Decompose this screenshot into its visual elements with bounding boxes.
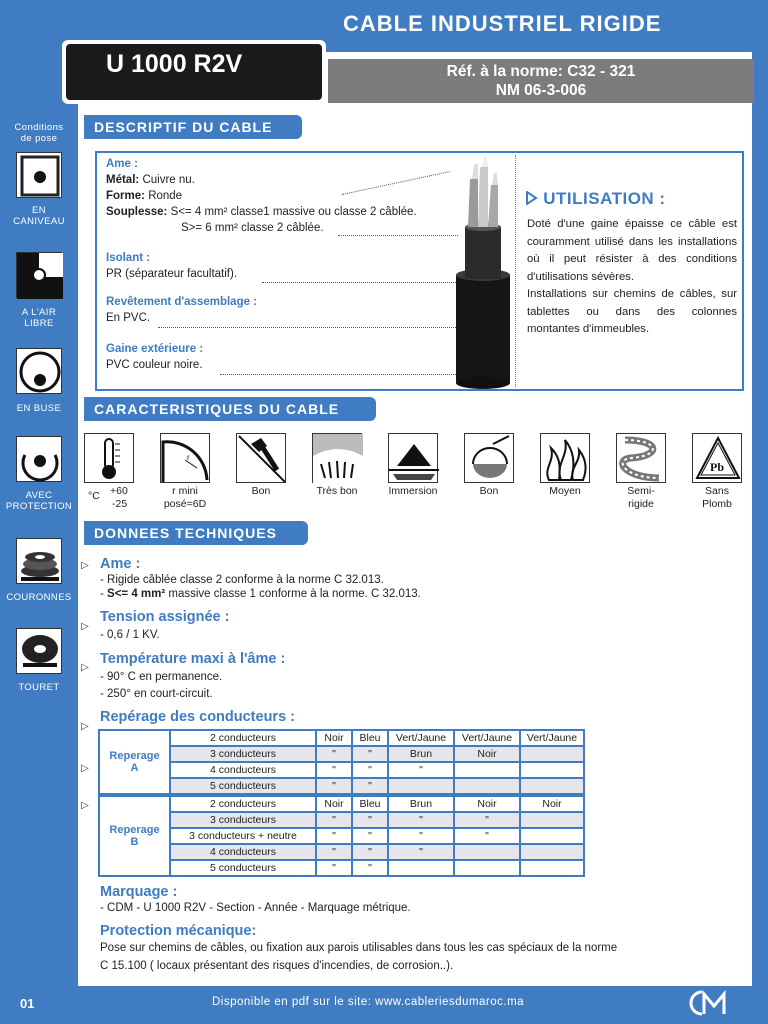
water-spray-icon: [312, 433, 362, 483]
dt-temperature-title: Température maxi à l'âme :: [100, 651, 286, 667]
table-cell: ": [388, 828, 454, 844]
table-cell: 3 conducteurs: [170, 812, 316, 828]
table-cell: [388, 778, 454, 794]
dt-marquage-title: Marquage :: [100, 884, 178, 900]
table-cell: [454, 860, 520, 876]
cdm-logo: [684, 988, 734, 1018]
table-cell: Brun: [388, 746, 454, 762]
char-caption-flame: Moyen: [549, 485, 581, 497]
dt-ame-line1: - Rigide câblée classe 2 conforme à la norme C 32.013.: [100, 574, 384, 586]
isolant-block: Isolant : PR (séparateur facultatif).: [106, 252, 238, 280]
table-cell: Vert/Jaune: [520, 730, 584, 746]
dt-ame-line2: - S<= 4 mm² massive classe 1 conforme à la norme. C 32.013.: [100, 588, 421, 600]
sidebar-heading: Conditions de pose: [14, 122, 64, 144]
table-cell: ": [316, 762, 352, 778]
air-libre-icon: [16, 252, 62, 298]
table-cell: ": [352, 828, 388, 844]
table-cell: ": [352, 762, 388, 778]
section-caracteristiques: CARACTERISTIQUES DU CABLE: [84, 397, 376, 421]
table-cell: ": [388, 812, 454, 828]
table-cell: Bleu: [352, 796, 388, 812]
table-cell: Vert/Jaune: [454, 730, 520, 746]
sidebar-item-buse: EN BUSE: [16, 403, 62, 414]
table-cell: 4 conducteurs: [170, 844, 316, 860]
arrow-icon: ▷: [81, 560, 89, 571]
reperage-b-label: Reperage B: [99, 796, 170, 876]
dt-marquage-line1: - CDM - U 1000 R2V - Section - Année - Marquage métrique.: [100, 902, 411, 914]
couronnes-icon: [16, 538, 62, 584]
table-cell: [454, 762, 520, 778]
char-caption-hammer: Bon: [251, 485, 271, 497]
product-name: U 1000 R2V: [66, 44, 322, 100]
reperage-a-table: [98, 729, 585, 795]
arrow-icon: ▷: [81, 721, 89, 732]
table-cell: ": [454, 812, 520, 828]
norm-reference-line1: Réf. à la norme: C32 - 321: [446, 63, 636, 80]
table-cell: ": [316, 828, 352, 844]
descriptif-divider: [515, 155, 516, 387]
caniveau-icon: [16, 152, 62, 198]
immersion-icon: [388, 433, 438, 483]
dt-tension-line1: - 0,6 / 1 KV.: [100, 629, 160, 641]
flame-icon: [540, 433, 590, 483]
table-cell: [520, 844, 584, 860]
arrow-icon: ▷: [81, 800, 89, 811]
table-row: [99, 828, 584, 844]
table-cell: ": [316, 746, 352, 762]
section-donnees: DONNEES TECHNIQUES: [84, 521, 308, 545]
table-cell: [454, 844, 520, 860]
dt-reperage-title: Repérage des conducteurs :: [100, 709, 295, 725]
table-cell: [520, 860, 584, 876]
table-cell: ": [388, 762, 454, 778]
reperage-a-label: Reperage A: [99, 730, 170, 794]
arrow-icon: ▷: [81, 763, 89, 774]
char-caption-flex: Semi- rigide: [627, 485, 655, 510]
page-title: CABLE INDUSTRIEL RIGIDE: [343, 11, 662, 36]
table-cell: ": [454, 828, 520, 844]
table-cell: Noir: [454, 796, 520, 812]
right-border: [752, 52, 768, 986]
table-cell: [520, 746, 584, 762]
table-cell: Brun: [388, 796, 454, 812]
dt-protection-line2: C 15.100 ( locaux présentant des risques d'incendies, de corrosion..).: [100, 960, 454, 972]
table-cell: Vert/Jaune: [388, 730, 454, 746]
table-cell: 5 conducteurs: [170, 778, 316, 794]
table-cell: [520, 812, 584, 828]
table-cell: ": [352, 778, 388, 794]
table-cell: Noir: [316, 730, 352, 746]
char-caption-chemical: Bon: [479, 485, 499, 497]
table-row: [99, 844, 584, 860]
dt-tension-title: Tension assignée :: [100, 609, 230, 625]
table-cell: 3 conducteurs: [170, 746, 316, 762]
dt-protection-line1: Pose sur chemins de câbles, ou fixation aux parois utilisables dans tous les cas spéciaux de la norme: [100, 942, 618, 954]
footer-website: Disponible en pdf sur le site: www.cableriesdumaroc.ma: [212, 996, 525, 1008]
revetement-block: Revêtement d'assemblage : En PVC.: [106, 296, 258, 324]
table-row: [99, 730, 584, 746]
table-cell: [520, 828, 584, 844]
flexibility-icon: [616, 433, 666, 483]
table-cell: ": [316, 860, 352, 876]
table-cell: Noir: [520, 796, 584, 812]
table-row: [99, 796, 584, 812]
leader-line: [262, 282, 460, 283]
norm-reference-line2: NM 06-3-006: [495, 82, 587, 99]
sidebar-item-couronnes: COURONNES: [6, 592, 72, 603]
table-cell: [520, 778, 584, 794]
sidebar-item-air-libre: A L'AIR LIBRE: [21, 307, 57, 329]
char-caption-lead: Sans Plomb: [702, 485, 732, 510]
section-descriptif: DESCRIPTIF DU CABLE: [84, 115, 302, 139]
table-cell: ": [316, 844, 352, 860]
chemical-flask-icon: [464, 433, 514, 483]
page-number: 01: [20, 996, 35, 1011]
sidebar-item-protection: AVEC PROTECTION: [5, 490, 73, 512]
table-cell: 3 conducteurs + neutre: [170, 828, 316, 844]
ame-block: Ame : Métal: Cuivre nu. Forme: Ronde Souplesse: S<= 4 mm² classe1 massive ou classe 2 câblée. S>= 6 mm² classe 2 câblée.: [106, 158, 417, 234]
char-caption-immersion: Immersion: [388, 485, 438, 497]
table-cell: ": [352, 860, 388, 876]
table-cell: ": [352, 812, 388, 828]
dt-ame-title: Ame :: [100, 556, 141, 572]
utilisation-title: UTILISATION :: [526, 189, 666, 209]
table-cell: Noir: [454, 746, 520, 762]
cable-illustration: [448, 155, 518, 389]
table-cell: Bleu: [352, 730, 388, 746]
table-cell: 5 conducteurs: [170, 860, 316, 876]
dt-temperature-line1: - 90° C en permanence.: [100, 671, 223, 683]
table-cell: 2 conducteurs: [170, 796, 316, 812]
reperage-b-table: [98, 795, 585, 877]
char-caption-bend: r mini posé=6D: [163, 485, 207, 510]
table-row: [99, 778, 584, 794]
lead-free-icon: [692, 433, 742, 483]
table-cell: [388, 860, 454, 876]
table-row: [99, 746, 584, 762]
char-caption-water: Très bon: [316, 485, 358, 497]
dt-protection-title: Protection mécanique:: [100, 923, 257, 939]
leader-line: [220, 374, 460, 375]
hammer-icon: [236, 433, 286, 483]
arrow-icon: ▷: [81, 621, 89, 632]
table-row: [99, 860, 584, 876]
lead-symbol: Pb: [710, 460, 725, 474]
sidebar-item-touret: TOURET: [18, 682, 60, 693]
thermometer-icon: [84, 433, 134, 483]
arrow-icon: [526, 191, 538, 205]
table-cell: ": [352, 746, 388, 762]
utilisation-text: Doté d'une gaine épaisse ce câble est couramment utilisé dans les installations où il peut résister à des conditions d'utilisations sévères. Installations sur chemins de câbles, sur tablettes ou dans des colonnes montantes d'immeubles.: [527, 218, 737, 335]
table-cell: [520, 762, 584, 778]
protection-icon: [16, 436, 62, 482]
table-cell: Noir: [316, 796, 352, 812]
gaine-block: Gaine extérieure : PVC couleur noire.: [106, 343, 204, 371]
table-cell: [454, 778, 520, 794]
table-row: [99, 762, 584, 778]
table-cell: ": [316, 812, 352, 828]
table-cell: 2 conducteurs: [170, 730, 316, 746]
table-cell: ": [352, 844, 388, 860]
table-row: [99, 812, 584, 828]
sidebar-item-caniveau: EN CANIVEAU: [13, 205, 65, 227]
bend-radius-icon: [160, 433, 210, 483]
touret-icon: [16, 628, 62, 674]
table-cell: ": [388, 844, 454, 860]
leader-line: [158, 327, 460, 328]
arrow-icon: ▷: [81, 662, 89, 673]
table-cell: ": [316, 778, 352, 794]
svg-text:r: r: [187, 453, 190, 462]
norm-reference: [328, 59, 754, 103]
dt-temperature-line2: - 250° en court-circuit.: [100, 688, 213, 700]
table-cell: 4 conducteurs: [170, 762, 316, 778]
leader-line: [338, 235, 458, 236]
buse-icon: [16, 348, 62, 394]
